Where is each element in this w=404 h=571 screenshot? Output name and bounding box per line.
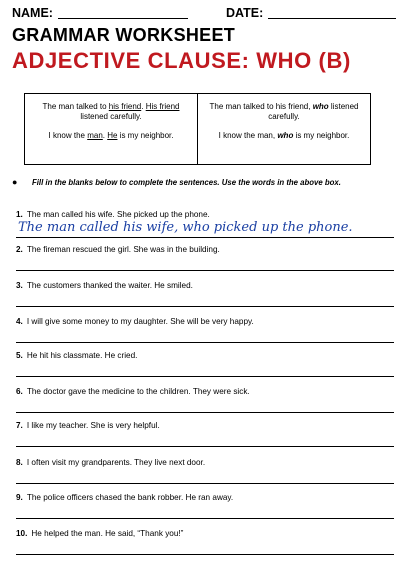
question-8: 8. I often visit my grandparents. They live next door.	[16, 458, 394, 467]
answer-line[interactable]	[16, 412, 394, 413]
answer-line[interactable]	[16, 554, 394, 555]
answer-line[interactable]	[16, 237, 394, 238]
question-3: 3. The customers thanked the waiter. He smiled.	[16, 281, 394, 290]
answer-line[interactable]	[16, 270, 394, 271]
date-label: DATE:	[226, 6, 264, 20]
instructions	[12, 177, 341, 187]
bullet-icon: ●	[12, 177, 18, 187]
example-box	[24, 93, 371, 165]
answer-line[interactable]	[16, 483, 394, 484]
question-7: 7. I like my teacher. She is very helpful.	[16, 421, 394, 430]
answer-line[interactable]	[16, 376, 394, 377]
instructions-text: Fill in the blanks below to complete the sentences. Use the words in the above box.	[32, 178, 341, 187]
worksheet-subtitle: ADJECTIVE CLAUSE: WHO (B)	[12, 48, 351, 73]
worksheet-title: GRAMMAR WORKSHEET	[12, 25, 236, 45]
example-left-sentence-2: I know the man. He is my neighbor.	[48, 131, 174, 141]
example-original	[25, 94, 197, 164]
question-6: 6. The doctor gave the medicine to the children. They were sick.	[16, 387, 394, 396]
answer-line[interactable]	[16, 342, 394, 343]
handwritten-answer: The man called his wife, who picked up the phone.	[18, 220, 353, 235]
name-label: NAME:	[12, 6, 53, 20]
example-combined	[197, 94, 370, 164]
question-1: 1. The man called his wife. She picked up the phone. The man called his wife, who picked up the phone.	[16, 210, 394, 219]
example-right-sentence-1: The man talked to his friend, who listened carefully.	[209, 102, 359, 121]
header	[12, 6, 396, 22]
answer-line[interactable]	[16, 306, 394, 307]
answer-line[interactable]	[16, 518, 394, 519]
question-9: 9. The police officers chased the bank robber. He ran away.	[16, 493, 394, 502]
question-4: 4. I will give some money to my daughter. She will be very happy.	[16, 317, 394, 326]
date-blank[interactable]	[268, 18, 396, 19]
question-5: 5. He hit his classmate. He cried.	[16, 351, 394, 360]
name-blank[interactable]	[58, 18, 188, 19]
question-10: 10. He helped the man. He said, “Thank you!”	[16, 529, 394, 538]
question-2: 2. The fireman rescued the girl. She was in the building.	[16, 245, 394, 254]
answer-line[interactable]	[16, 446, 394, 447]
example-right-sentence-2: I know the man, who is my neighbor.	[218, 131, 350, 141]
example-left-sentence-1: The man talked to his friend. His friend listened carefully.	[42, 102, 180, 121]
